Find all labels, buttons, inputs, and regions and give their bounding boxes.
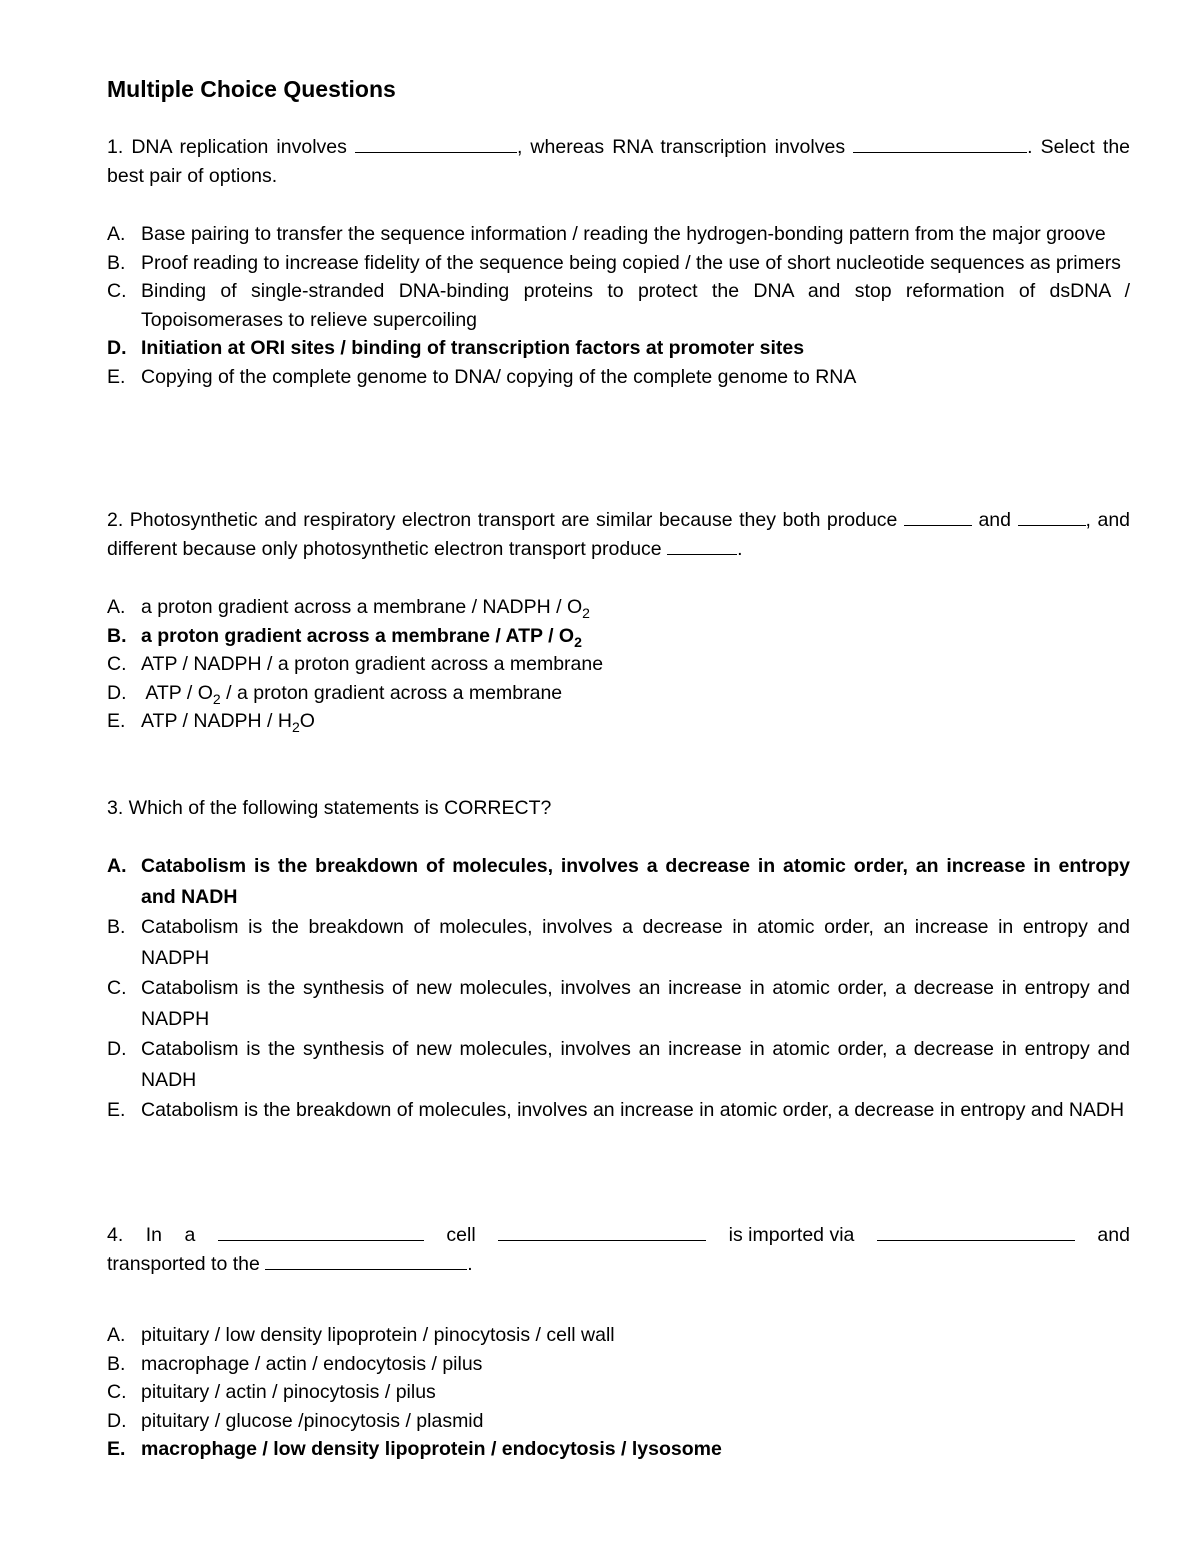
q2-blank-1 (904, 506, 972, 526)
option-letter: C. (107, 977, 127, 999)
q1-option-c[interactable] (107, 277, 1130, 334)
option-text: Base pairing to transfer the sequence information / reading the hydrogen-bonding pattern from the major groove (141, 223, 1106, 245)
option-letter: A. (107, 855, 127, 877)
option-text: Catabolism is the breakdown of molecules, involves an increase in atomic order, a decrease in entropy and NADH (141, 1099, 1125, 1121)
q2-option-b[interactable] (107, 622, 1130, 651)
q4-blank-2 (498, 1221, 706, 1241)
option-text: Initiation at ORI sites / binding of transcription factors at promoter sites (141, 337, 805, 359)
q4-word-a: a (184, 1224, 196, 1246)
q3-option-a[interactable] (107, 851, 1130, 912)
q4-blank-1 (218, 1221, 424, 1241)
option-text: Proof reading to increase fidelity of the sequence being copied / the use of short nucleotide sequences as primers (141, 251, 1121, 274)
option-text: macrophage / low density lipoprotein / endocytosis / lysosome (141, 1438, 722, 1460)
option-letter: D. (107, 681, 127, 704)
option-text-pre: a proton gradient across a membrane / ATP / O (141, 624, 575, 647)
q4-option-b[interactable] (107, 1350, 1130, 1379)
q4-line2-end: . (467, 1252, 473, 1275)
q4-word-cell: cell (446, 1224, 476, 1246)
option-text: pituitary / low density lipoprotein / pinocytosis / cell wall (141, 1324, 615, 1346)
question-3-stem: 3. Which of the following statements is CORRECT? (107, 797, 552, 819)
q2-option-a[interactable] (107, 593, 1130, 622)
q4-word-in: In (145, 1224, 163, 1246)
option-text: Catabolism is the synthesis of new molecules, involves an increase in atomic order, a decrease in entropy and NADH (141, 1038, 1130, 1091)
q4-number: 4. (107, 1224, 124, 1246)
option-letter: D. (107, 1409, 127, 1432)
option-letter: E. (107, 365, 126, 388)
option-text-pre: ATP / NADPH / H (141, 710, 292, 732)
option-letter: C. (107, 1381, 127, 1403)
option-text: Catabolism is the breakdown of molecules, involves a decrease in atomic order, an increase in entropy and NADPH (141, 916, 1130, 969)
q2-stem-part1: 2. Photosynthetic and respiratory electron transport are similar because they both produce (107, 509, 904, 531)
q2-blank-3 (667, 535, 737, 555)
q4-line2-text: transported to the (107, 1252, 266, 1275)
option-subscript: 2 (582, 604, 590, 621)
q4-option-a[interactable] (107, 1321, 1130, 1350)
question-1-stem (107, 133, 1130, 190)
option-letter: D. (107, 1038, 127, 1060)
option-letter: A. (107, 1324, 126, 1346)
q2-option-d[interactable] (107, 679, 1130, 708)
q4-word-and: and (1097, 1224, 1130, 1246)
q3-option-c[interactable] (107, 973, 1130, 1034)
q4-stem-line-1 (107, 1221, 1130, 1250)
q2-option-e[interactable] (107, 707, 1130, 736)
q1-option-d[interactable] (107, 334, 1130, 363)
option-text-pre: ATP / NADPH / a proton gradient across a membrane (141, 653, 604, 675)
option-letter: B. (107, 251, 126, 274)
option-text: macrophage / actin / endocytosis / pilus (141, 1352, 483, 1375)
page-title: Multiple Choice Questions (107, 76, 396, 102)
q1-stem-part2: , whereas RNA transcription involves (516, 136, 854, 158)
question-3-options (107, 851, 1130, 1126)
q4-option-c[interactable] (107, 1378, 1130, 1407)
option-letter: E. (107, 710, 126, 732)
q4-word-imported: is imported via (728, 1224, 855, 1246)
option-text: pituitary / actin / pinocytosis / pilus (141, 1381, 436, 1403)
q4-blank-3 (877, 1221, 1075, 1241)
option-text-pre: a proton gradient across a membrane / NADPH / O (141, 596, 583, 618)
option-text: Copying of the complete genome to DNA/ copying of the complete genome to RNA (141, 365, 857, 388)
option-text-pre: ATP / O (141, 681, 213, 704)
q1-option-e[interactable] (107, 363, 1130, 392)
q2-blank-2 (1018, 506, 1086, 526)
option-text: Binding of single-stranded DNA-binding proteins to protect the DNA and stop reformation of dsDNA / Topoisomerases to relieve supercoiling (141, 280, 1130, 331)
option-letter: D. (107, 337, 127, 359)
question-1-options (107, 220, 1130, 391)
option-text: pituitary / glucose /pinocytosis / plasmid (141, 1409, 484, 1432)
option-text: Catabolism is the synthesis of new molecules, involves an increase in atomic order, a decrease in entropy and NADPH (141, 977, 1130, 1030)
option-letter: A. (107, 596, 126, 618)
option-letter: B. (107, 916, 126, 938)
option-letter: C. (107, 280, 127, 302)
q1-option-b[interactable] (107, 249, 1130, 278)
option-letter: C. (107, 653, 127, 675)
option-letter: B. (107, 1352, 126, 1375)
q4-option-d[interactable] (107, 1407, 1130, 1436)
question-4-stem (107, 1221, 1130, 1278)
q2-stem-part4: . (737, 537, 743, 560)
q1-option-a[interactable] (107, 220, 1130, 249)
q4-stem-line-2 (107, 1250, 1130, 1279)
q3-option-e[interactable] (107, 1095, 1130, 1126)
q3-option-d[interactable] (107, 1034, 1130, 1095)
q4-option-e[interactable] (107, 1435, 1130, 1464)
q2-stem-part3: , and different because only photosynthetic electron transport produce (107, 509, 1131, 560)
question-2-options (107, 593, 1130, 736)
option-text-post: / a proton gradient across a membrane (220, 681, 563, 704)
q1-stem-part1: 1. DNA replication involves (107, 136, 355, 158)
option-letter: E. (107, 1099, 126, 1121)
option-text: Catabolism is the breakdown of molecules, involves a decrease in atomic order, an increase in entropy and NADH (141, 855, 1130, 908)
option-letter: B. (107, 624, 127, 647)
q2-option-c[interactable] (107, 650, 1130, 679)
option-subscript: 2 (574, 633, 582, 650)
q3-option-b[interactable] (107, 912, 1130, 973)
option-text-post: O (299, 710, 315, 732)
option-letter: E. (107, 1438, 126, 1460)
q2-stem-part2: and (971, 509, 1018, 531)
option-subscript: 2 (291, 718, 300, 735)
q4-blank-4 (265, 1250, 467, 1270)
option-letter: A. (107, 223, 126, 245)
question-4-options (107, 1321, 1130, 1464)
question-2-stem (107, 506, 1130, 563)
option-subscript: 2 (212, 690, 221, 707)
q1-stem-part3: . Select the best pair of options. (107, 136, 1131, 187)
q1-blank-2 (853, 133, 1027, 153)
q1-blank-1 (355, 133, 517, 153)
